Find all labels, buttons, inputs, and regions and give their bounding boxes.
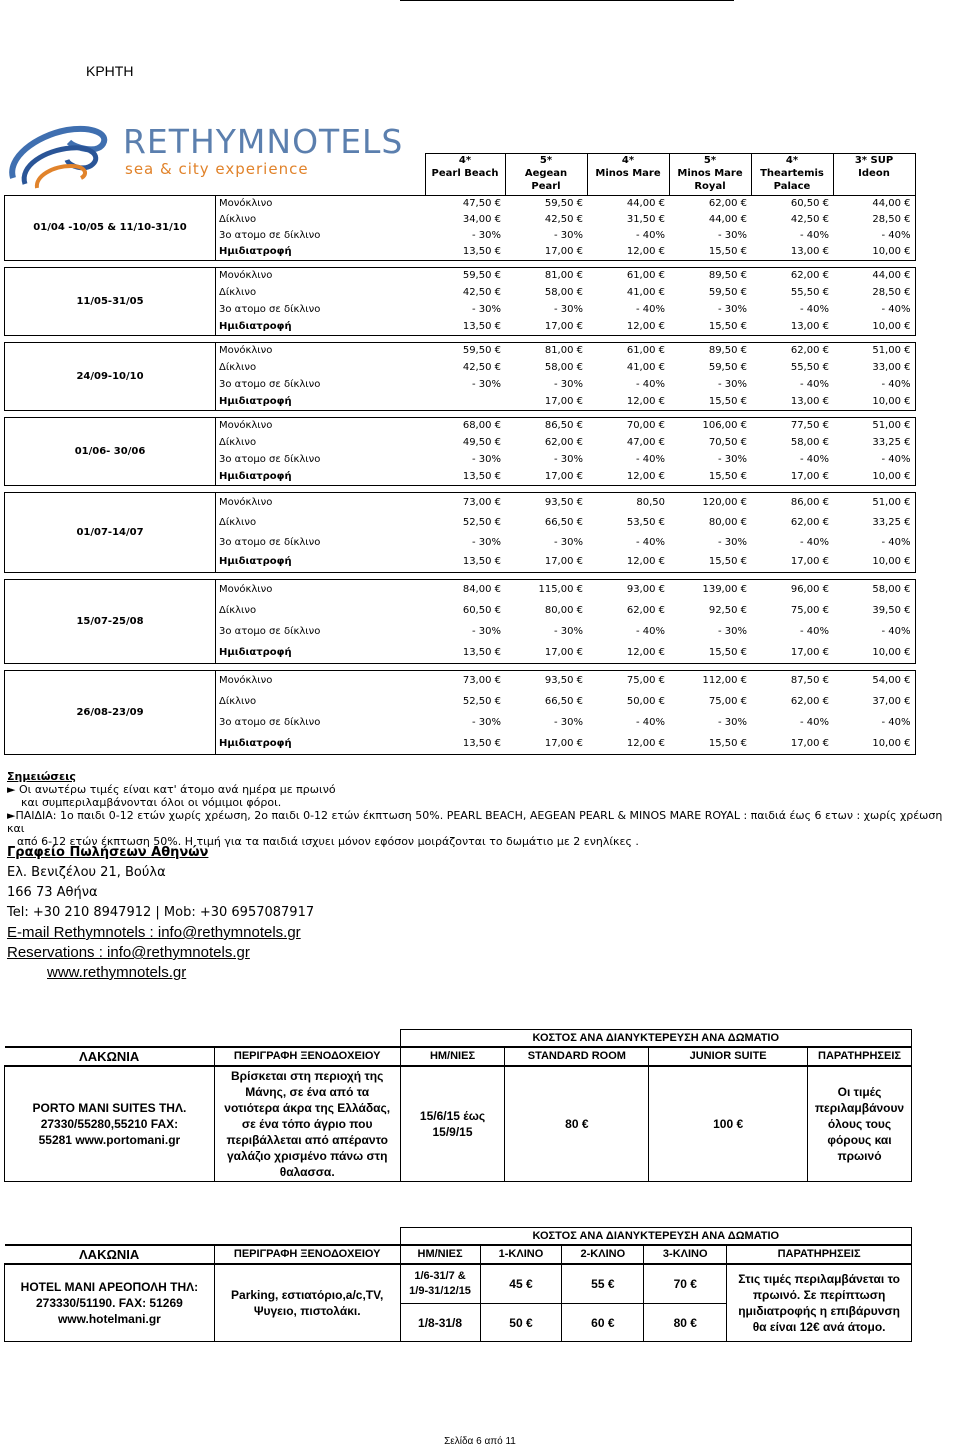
room-type-label: Μονόκλινο: [216, 268, 426, 285]
remarks-cell: Οι τιμές περιλαμβάνουν όλους τους φόρους και πρωινό: [807, 1066, 911, 1182]
rate-value: 44,00 €: [708, 214, 747, 225]
hotel-stars-header: 5*: [669, 154, 751, 168]
rate-value: 17,00 €: [505, 734, 587, 755]
rate-value: 66,50 €: [544, 516, 583, 528]
rate-value: 51,00 €: [833, 418, 915, 435]
rate-value: - 40%: [833, 377, 915, 394]
dates-cell: 15/6/15 έως 15/9/15: [400, 1066, 505, 1182]
hotel-stars-header: 4*: [425, 154, 505, 168]
rate-value: 62,00 €: [751, 343, 833, 360]
rate-value: - 30%: [717, 379, 747, 390]
room-type-label: Δίκλινο: [219, 287, 257, 298]
logo-tagline: sea & city experience: [125, 160, 309, 178]
rate-value: 139,00 €: [669, 580, 751, 601]
rate-value: 59,50 €: [708, 362, 747, 373]
rate-value: 17,00 €: [505, 394, 587, 411]
rate-value: 50,00 €: [626, 696, 665, 707]
single-price-cell: 50 €: [480, 1304, 562, 1342]
rate-value: - 40%: [799, 304, 829, 315]
note-line: ► Οι ανωτέρω τιμές είναι κατ' άτομο ανά ημέρα με πρωινό: [7, 783, 336, 796]
room-type-label: Ημιδιατροφή: [216, 244, 426, 261]
rate-value: - 40%: [799, 536, 829, 548]
rate-value: 55,50 €: [790, 287, 829, 298]
standard-price-cell: 80 €: [505, 1066, 649, 1182]
rate-value: 10,00 €: [833, 553, 915, 573]
rate-value: - 40%: [635, 454, 665, 465]
room-type-label: Ημιδιατροφή: [216, 734, 426, 755]
rate-value: 51,00 €: [833, 493, 915, 513]
double-room-header: 2-ΚΛΙΝΟ: [562, 1245, 644, 1264]
triple-room-header: 3-ΚΛΙΝΟ: [644, 1245, 727, 1264]
rate-value: 62,00 €: [626, 605, 665, 616]
rate-value: - 40%: [799, 626, 829, 637]
junior-price-cell: 100 €: [649, 1066, 808, 1182]
rate-value: 75,00 €: [708, 696, 747, 707]
description-header: ΠΕΡΙΓΡΑΦΗ ΞΕΝΟΔΟΧΕΙΟΥ: [214, 1245, 400, 1264]
laconia-table-porto-mani: [4, 1029, 912, 1182]
description-cell: Βρίσκεται στη περιοχή της Μάνης, σε ένα από τα νοτιότερα άκρα της Ελλάδας, σε ένα τόπο άγριο που περιβάλλεται από απέραντο γαλάζιο χρισμένο πάνω στη θαλασσα.: [214, 1066, 400, 1182]
rate-value: 44,00 €: [587, 196, 669, 213]
rate-value: 15,50 €: [669, 244, 751, 261]
room-type-label: 3ο ατομο σε δίκλινο: [219, 454, 321, 465]
rate-value: - 30%: [471, 717, 501, 728]
rate-value: - 30%: [553, 304, 583, 315]
rate-value: - 30%: [471, 379, 501, 390]
cost-super-header: ΚΟΣΤΟΣ ΑΝΑ ΔΙΑΝΥΚΤΕΡΕΥΣΗ ΑΝΑ ΔΩΜΑΤΙΟ: [400, 1228, 911, 1245]
rate-value: 10,00 €: [833, 394, 915, 411]
room-type-label: 3ο ατομο σε δίκλινο: [219, 379, 321, 390]
single-price-cell: 45 €: [480, 1264, 562, 1304]
rate-value: 31,50 €: [626, 214, 665, 225]
rate-value: 58,00 €: [833, 580, 915, 601]
room-type-label: Δίκλινο: [219, 437, 257, 448]
rate-value: 10,00 €: [833, 469, 915, 486]
rate-value: 93,50 €: [505, 671, 587, 692]
rate-value: 15,50 €: [669, 734, 751, 755]
rate-value: [425, 394, 505, 411]
room-type-label: 3ο ατομο σε δίκλινο: [219, 304, 321, 315]
rate-value: - 30%: [717, 536, 747, 548]
rate-value: 89,50 €: [669, 268, 751, 285]
reservations-email-link[interactable]: Reservations : info@rethymnotels.gr: [7, 944, 250, 961]
rate-value: 58,00 €: [544, 287, 583, 298]
rate-value: 96,00 €: [751, 580, 833, 601]
standard-room-header: STANDARD ROOM: [505, 1047, 649, 1066]
page-footer: Σελίδα 6 από 11: [444, 1436, 516, 1447]
room-type-label: Μονόκλινο: [216, 671, 426, 692]
rate-value: 33,25 €: [833, 435, 915, 452]
hotel-name-header: Pearl Beach: [425, 167, 505, 196]
rate-value: 60,50 €: [462, 605, 501, 616]
period-label: 24/09-10/10: [5, 343, 216, 411]
rate-value: 62,00 €: [544, 437, 583, 448]
rate-value: - 40%: [799, 717, 829, 728]
rate-value: 41,00 €: [626, 362, 665, 373]
note-line: και συμπεριλαμβάνονται όλοι οι νόμιμοι φόροι.: [21, 796, 282, 809]
dates-cell: 1/8-31/8: [400, 1304, 480, 1342]
room-type-label: Μονόκλινο: [216, 493, 426, 513]
rate-value: - 30%: [471, 626, 501, 637]
rate-value: 66,50 €: [544, 696, 583, 707]
rate-value: 44,00 €: [833, 196, 915, 213]
rate-value: 80,00 €: [544, 605, 583, 616]
rate-value: - 30%: [717, 454, 747, 465]
room-type-label: Δίκλινο: [219, 696, 257, 707]
rate-value: - 40%: [799, 454, 829, 465]
contact-phones: Tel: +30 210 8947912 | Mob: +30 6957087917: [7, 905, 315, 920]
remarks-header: ΠΑΡΑΤΗΡΗΣΕΙΣ: [727, 1245, 912, 1264]
rate-value: 115,00 €: [505, 580, 587, 601]
period-label: 11/05-31/05: [5, 268, 216, 336]
rate-value: 12,00 €: [587, 734, 669, 755]
rate-value: 13,50 €: [425, 469, 505, 486]
rate-value: 53,50 €: [626, 516, 665, 528]
rate-value: 12,00 €: [587, 643, 669, 664]
rate-value: 13,50 €: [425, 643, 505, 664]
contact-section: [7, 843, 314, 983]
rate-value: 87,50 €: [751, 671, 833, 692]
rate-value: 33,25 €: [833, 513, 915, 533]
rate-value: 58,00 €: [790, 437, 829, 448]
rate-value: - 40%: [833, 452, 915, 469]
rate-value: 68,00 €: [425, 418, 505, 435]
rate-value: 59,50 €: [425, 268, 505, 285]
contact-email-link[interactable]: E-mail Rethymnotels : info@rethymnotels.gr: [7, 924, 301, 941]
rate-value: 15,50 €: [669, 394, 751, 411]
rate-value: 59,50 €: [708, 287, 747, 298]
notes-title: Σημειώσεις: [7, 770, 76, 783]
rate-value: 61,00 €: [587, 268, 669, 285]
rate-value: - 40%: [635, 304, 665, 315]
room-type-label: Μονόκλινο: [216, 343, 426, 360]
rate-value: 70,00 €: [587, 418, 669, 435]
room-type-label: Δίκλινο: [219, 605, 257, 616]
rate-value: - 30%: [553, 626, 583, 637]
rate-value: 13,00 €: [751, 319, 833, 336]
rate-value: 17,00 €: [505, 643, 587, 664]
rate-value: 62,00 €: [669, 196, 751, 213]
remarks-cell: Στις τιμές περιλαμβάνεται το πρωινό. Σε περίπτωση ημιδιατροφής η επιβάρυνση θα είναι 12€ ανά άτομο.: [727, 1264, 912, 1342]
room-type-label: 3ο ατομο σε δίκλινο: [219, 230, 321, 241]
crete-rates-table: [4, 153, 916, 755]
contact-title: Γραφείο Πωλήσεων Αθηνών: [7, 845, 209, 860]
rate-value: 10,00 €: [833, 643, 915, 664]
rate-value: 12,00 €: [587, 394, 669, 411]
rate-row: [5, 671, 916, 692]
rate-value: 17,00 €: [751, 734, 833, 755]
description-header: ΠΕΡΙΓΡΑΦΗ ΞΕΝΟΔΟΧΕΙΟΥ: [214, 1047, 400, 1066]
rate-value: 10,00 €: [833, 319, 915, 336]
rate-value: 52,50 €: [462, 516, 501, 528]
rate-value: 37,00 €: [833, 692, 915, 713]
rate-value: 80,00 €: [708, 516, 747, 528]
rate-value: 42,50 €: [462, 287, 501, 298]
rate-row: [5, 268, 916, 285]
region-title: ΚΡΗΤΗ: [86, 63, 134, 79]
room-type-label: 3ο ατομο σε δίκλινο: [219, 717, 321, 728]
room-type-label: Μονόκλινο: [216, 418, 426, 435]
rate-value: 61,00 €: [587, 343, 669, 360]
rate-value: 73,00 €: [425, 671, 505, 692]
rate-value: 28,50 €: [833, 285, 915, 302]
junior-suite-header: JUNIOR SUITE: [649, 1047, 808, 1066]
rate-value: - 30%: [717, 717, 747, 728]
rate-value: - 40%: [833, 622, 915, 643]
rate-value: 33,00 €: [833, 360, 915, 377]
rate-value: 17,00 €: [505, 319, 587, 336]
rate-value: 13,50 €: [425, 244, 505, 261]
rate-value: 52,50 €: [462, 696, 501, 707]
rate-value: - 40%: [799, 230, 829, 241]
dates-header: ΗΜ/ΝΙΕΣ: [400, 1047, 505, 1066]
remarks-header: ΠΑΡΑΤΗΡΗΣΕΙΣ: [807, 1047, 911, 1066]
rate-value: - 30%: [717, 230, 747, 241]
rate-value: 44,00 €: [833, 268, 915, 285]
rate-row: [5, 343, 916, 360]
rate-value: 17,00 €: [751, 553, 833, 573]
dates-cell: 1/6-31/7 & 1/9-31/12/15: [400, 1264, 480, 1304]
rate-value: 106,00 €: [669, 418, 751, 435]
region-header: ΛΑΚΩΝΙΑ: [5, 1047, 215, 1066]
room-type-label: Ημιδιατροφή: [216, 394, 426, 411]
description-cell: Parking, εστιατόριο,a/c,TV, Ψυγειο, πιστολάκι.: [214, 1264, 400, 1342]
rate-value: 28,50 €: [833, 212, 915, 228]
rate-row: [5, 196, 916, 213]
room-type-label: Δίκλινο: [219, 516, 257, 528]
rate-value: 75,00 €: [587, 671, 669, 692]
rate-value: 59,50 €: [425, 343, 505, 360]
rate-value: - 40%: [833, 302, 915, 319]
rate-value: - 30%: [553, 379, 583, 390]
rate-value: 51,00 €: [833, 343, 915, 360]
rate-value: 17,00 €: [751, 469, 833, 486]
rate-value: - 30%: [553, 454, 583, 465]
hotel-name-header: Minos Mare: [587, 167, 669, 196]
rate-value: 60,50 €: [751, 196, 833, 213]
period-label: 01/07-14/07: [5, 493, 216, 573]
dates-header: ΗΜ/ΝΙΕΣ: [400, 1245, 480, 1264]
rate-value: 15,50 €: [669, 643, 751, 664]
period-label: 15/07-25/08: [5, 580, 216, 664]
rate-value: 84,00 €: [425, 580, 505, 601]
rate-value: 15,50 €: [669, 469, 751, 486]
rate-value: - 30%: [717, 304, 747, 315]
website-link[interactable]: www.rethymnotels.gr: [47, 964, 187, 981]
cost-super-header: ΚΟΣΤΟΣ ΑΝΑ ΔΙΑΝΥΚΤΕΡΕΥΣΗ ΑΝΑ ΔΩΜΑΤΙΟ: [400, 1030, 911, 1047]
rate-value: 62,00 €: [751, 268, 833, 285]
rate-value: 92,50 €: [708, 605, 747, 616]
rate-value: 59,50 €: [505, 196, 587, 213]
rate-value: 15,50 €: [669, 319, 751, 336]
note-line: ►ΠΑΙΔΙΑ: 1ο παιδι 0-12 ετών χωρίς χρέωση, 2ο παιδι 0-12 ετών έκπτωση 50%. PEARL BEACH, AEGEAN PEARL & MINOS MARE ROYAL : παιδιά έως 6 ετων : χωρίς χρέωση και: [7, 809, 943, 835]
hotel-name-header: Aegean Pearl: [505, 167, 587, 196]
hotel-name-header: Minos Mare Royal: [669, 167, 751, 196]
room-type-label: 3ο ατομο σε δίκλινο: [219, 626, 321, 637]
hotel-cell: HOTEL MANI ΑΡΕΟΠΟΛΗ ΤΗΛ: 273330/51190. FAX: 51269 www.hotelmani.gr: [5, 1264, 215, 1342]
rate-value: 10,00 €: [833, 244, 915, 261]
rate-value: - 40%: [635, 379, 665, 390]
period-label: 26/08-23/09: [5, 671, 216, 755]
room-type-label: Μονόκλινο: [216, 580, 426, 601]
hotel-name-header: Ideon: [833, 167, 915, 196]
rate-value: - 40%: [635, 536, 665, 548]
rate-value: - 30%: [553, 230, 583, 241]
rate-value: - 40%: [833, 228, 915, 244]
rate-value: 15,50 €: [669, 553, 751, 573]
rate-value: 75,00 €: [790, 605, 829, 616]
rate-value: - 40%: [833, 533, 915, 553]
hotel-name-header: Theartemis Palace: [751, 167, 833, 196]
rate-value: - 30%: [471, 230, 501, 241]
rate-value: 89,50 €: [669, 343, 751, 360]
rate-value: 93,00 €: [587, 580, 669, 601]
hotel-cell: PORTO MANI SUITES ΤΗΛ. 27330/55280,55210 FAX: 55281 www.portomani.gr: [5, 1066, 215, 1182]
rate-value: 81,00 €: [505, 268, 587, 285]
rate-value: - 40%: [635, 230, 665, 241]
contact-address: Ελ. Βενιζέλου 21, Βούλα: [7, 865, 166, 880]
rate-value: 120,00 €: [669, 493, 751, 513]
laconia-table-hotel-mani: [4, 1227, 912, 1342]
rate-value: 10,00 €: [833, 734, 915, 755]
rate-value: 112,00 €: [669, 671, 751, 692]
rate-value: - 30%: [471, 454, 501, 465]
rate-value: 70,50 €: [708, 437, 747, 448]
rate-value: 42,50 €: [544, 214, 583, 225]
rate-value: 58,00 €: [544, 362, 583, 373]
rate-value: 12,00 €: [587, 244, 669, 261]
single-room-header: 1-ΚΛΙΝΟ: [480, 1245, 562, 1264]
region-header: ΛΑΚΩΝΙΑ: [5, 1245, 215, 1264]
rate-value: - 30%: [553, 717, 583, 728]
rate-value: 62,00 €: [790, 696, 829, 707]
rate-value: 73,00 €: [425, 493, 505, 513]
rate-value: 86,50 €: [505, 418, 587, 435]
rate-value: 47,00 €: [626, 437, 665, 448]
room-type-label: Ημιδιατροφή: [216, 469, 426, 486]
triple-price-cell: 70 €: [644, 1264, 727, 1304]
rate-value: - 30%: [471, 304, 501, 315]
rate-value: 17,00 €: [505, 244, 587, 261]
rate-value: 12,00 €: [587, 469, 669, 486]
room-type-label: Δίκλινο: [219, 214, 257, 225]
rate-value: 17,00 €: [505, 469, 587, 486]
rate-row: [5, 493, 916, 513]
rate-row: [5, 580, 916, 601]
rate-value: 41,00 €: [626, 287, 665, 298]
rate-value: 77,50 €: [751, 418, 833, 435]
rate-value: - 40%: [635, 717, 665, 728]
room-type-label: Δίκλινο: [219, 362, 257, 373]
rate-value: 13,50 €: [425, 734, 505, 755]
rate-value: 17,00 €: [751, 643, 833, 664]
contact-city: 166 73 Αθήνα: [7, 885, 98, 900]
room-type-label: Ημιδιατροφή: [216, 319, 426, 336]
rate-value: 13,50 €: [425, 553, 505, 573]
rate-value: 54,00 €: [833, 671, 915, 692]
notes-section: [7, 770, 960, 848]
rate-value: - 30%: [553, 536, 583, 548]
rate-value: 42,50 €: [790, 214, 829, 225]
room-type-label: Μονόκλινο: [216, 196, 426, 213]
room-type-label: Ημιδιατροφή: [216, 643, 426, 664]
rate-value: 12,00 €: [587, 553, 669, 573]
rate-value: 55,50 €: [790, 362, 829, 373]
hotel-stars-header: 4*: [587, 154, 669, 168]
double-price-cell: 60 €: [562, 1304, 644, 1342]
hotel-stars-header: 5*: [505, 154, 587, 168]
logo-wordmark: RETHYMNOTELS: [123, 122, 404, 161]
rate-value: 39,50 €: [833, 601, 915, 622]
room-type-label: Ημιδιατροφή: [216, 553, 426, 573]
hotel-stars-header: 4*: [751, 154, 833, 168]
top-rule: [400, 0, 734, 1]
rate-value: 86,00 €: [751, 493, 833, 513]
rate-value: - 40%: [833, 713, 915, 734]
rate-value: 47,50 €: [425, 196, 505, 213]
rate-value: 49,50 €: [462, 437, 501, 448]
rate-value: 80,50: [587, 493, 669, 513]
rate-value: 93,50 €: [505, 493, 587, 513]
rate-value: - 40%: [799, 379, 829, 390]
triple-price-cell: 80 €: [644, 1304, 727, 1342]
rate-value: 13,00 €: [751, 244, 833, 261]
rate-value: 13,00 €: [751, 394, 833, 411]
rate-value: 12,00 €: [587, 319, 669, 336]
rate-value: - 40%: [635, 626, 665, 637]
room-type-label: 3ο ατομο σε δίκλινο: [219, 536, 321, 548]
rate-value: 42,50 €: [462, 362, 501, 373]
rate-value: - 30%: [717, 626, 747, 637]
period-label: 01/04 -10/05 & 11/10-31/10: [5, 196, 216, 261]
period-label: 01/06- 30/06: [5, 418, 216, 486]
double-price-cell: 55 €: [562, 1264, 644, 1304]
hotel-stars-header: 3* SUP: [833, 154, 915, 168]
rate-row: [5, 418, 916, 435]
rate-value: - 30%: [471, 536, 501, 548]
note-line: από 6-12 ετών έκπτωση 50%. Η τιμή για τα παιδιά ισχυει μόνον εφόσον μοιράζονται το δωμάτιο με 2 ενηλίκες .: [17, 835, 639, 848]
rate-value: 13,50 €: [425, 319, 505, 336]
rate-value: 62,00 €: [790, 516, 829, 528]
rate-value: 81,00 €: [505, 343, 587, 360]
rate-value: 17,00 €: [505, 553, 587, 573]
rate-value: 34,00 €: [462, 214, 501, 225]
